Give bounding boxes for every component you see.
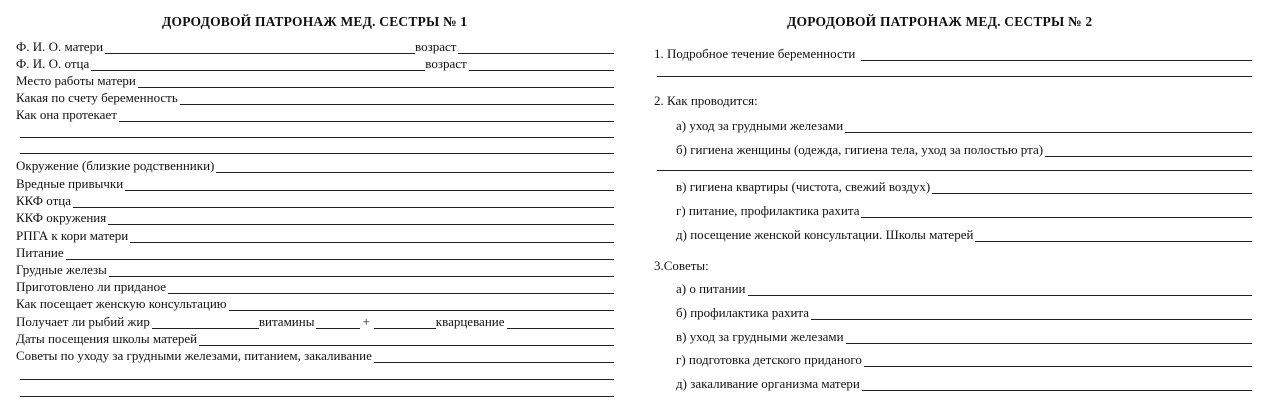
clinic-field[interactable] <box>229 299 615 311</box>
q3d-row <box>676 351 1252 367</box>
plus-field[interactable] <box>374 317 436 329</box>
bad-habits-label: Вредные привычки <box>16 176 124 191</box>
breasts-field[interactable] <box>109 265 614 277</box>
how-it-goes-label: Как она протекает <box>16 107 117 122</box>
mother-age-field[interactable] <box>458 42 614 54</box>
q3b-row <box>676 304 1252 320</box>
mother-age-label: возраст <box>415 39 457 54</box>
q2d-field[interactable] <box>861 206 1252 218</box>
father-name-row <box>16 55 614 71</box>
bad-habits-field[interactable] <box>125 179 614 191</box>
q2e-label: д) посещение женской консультации. Школы матерей <box>676 227 974 242</box>
advice-extra-line-2[interactable] <box>20 396 614 397</box>
father-age-label: возраст <box>425 56 467 71</box>
environment-label: Окружение (близкие родственники) <box>16 158 215 173</box>
father-kkf-row <box>16 192 614 208</box>
how-it-goes-row <box>16 106 614 122</box>
q1-label: 1. Подробное течение беременности <box>654 46 856 61</box>
q2a-label: а) уход за грудными железами <box>676 118 844 133</box>
school-dates-field[interactable] <box>199 334 614 346</box>
quartz-label: кварцевание <box>435 314 505 329</box>
advice-field[interactable] <box>374 351 614 363</box>
plus-label: + <box>362 314 370 329</box>
clinic-row <box>16 295 614 311</box>
q3b-field[interactable] <box>811 308 1252 320</box>
q3b-label: б) профилактика рахита <box>676 305 810 320</box>
advice-label: Советы по уходу за грудными железами, питанием, закаливание <box>16 348 372 363</box>
q3c-row <box>676 328 1252 344</box>
q2c-row <box>676 178 1252 194</box>
nutrition-field[interactable] <box>66 248 614 260</box>
q3-heading: 3.Советы: <box>654 258 709 273</box>
q2a-row <box>676 117 1252 133</box>
env-kkf-label: ККФ окружения <box>16 210 107 225</box>
q2c-label: в) гигиена квартиры (чистота, свежий воздух) <box>676 179 931 194</box>
fish-oil-label: Получает ли рыбий жир <box>16 314 150 329</box>
father-name-label: Ф. И. О. отца <box>16 56 90 71</box>
pregnancy-number-row <box>16 89 614 105</box>
q2d-row <box>676 202 1252 218</box>
q3c-label: в) уход за грудными железами <box>676 329 844 344</box>
pregnancy-number-field[interactable] <box>180 93 614 105</box>
q2-heading: 2. Как проводится: <box>654 93 758 108</box>
school-dates-label: Даты посещения школы матерей <box>16 331 198 346</box>
breasts-row <box>16 261 614 277</box>
mother-work-label: Место работы матери <box>16 73 136 88</box>
q1-row <box>654 45 1252 61</box>
fish-oil-field[interactable] <box>152 317 259 329</box>
clinic-label: Как посещает женскую консультацию <box>16 296 227 311</box>
q2b-label: б) гигиена женщины (одежда, гигиена тела, уход за полостью рта) <box>676 142 1044 157</box>
dowry-field[interactable] <box>168 282 614 294</box>
mother-name-field[interactable] <box>105 42 415 54</box>
q2c-field[interactable] <box>932 182 1252 194</box>
fish-oil-row <box>16 313 614 329</box>
quartz-field[interactable] <box>507 317 615 329</box>
q2e-field[interactable] <box>975 230 1252 242</box>
vitamins-field[interactable] <box>316 317 360 329</box>
q3a-row <box>676 280 1252 296</box>
q2e-row <box>676 226 1252 242</box>
advice-row <box>16 347 614 363</box>
father-age-field[interactable] <box>469 59 614 71</box>
form2-title: ДОРОДОВОЙ ПАТРОНАЖ МЕД. СЕСТРЫ № 2 <box>787 14 1093 29</box>
father-kkf-label: ККФ отца <box>16 193 72 208</box>
q1-extra-line[interactable] <box>657 76 1252 77</box>
form1-title: ДОРОДОВОЙ ПАТРОНАЖ МЕД. СЕСТРЫ № 1 <box>162 14 468 29</box>
nutrition-row <box>16 244 614 260</box>
q2b-field[interactable] <box>1045 145 1252 157</box>
environment-row <box>16 157 614 173</box>
q3d-label: г) подготовка детского приданого <box>676 352 862 367</box>
mother-name-row <box>16 38 614 54</box>
how-it-goes-extra-line-1[interactable] <box>20 137 614 138</box>
env-kkf-row <box>16 209 614 225</box>
breasts-label: Грудные железы <box>16 262 107 277</box>
dowry-label: Приготовлено ли приданое <box>16 279 167 294</box>
vitamins-label: витамины <box>258 314 315 329</box>
q2b-extra-line[interactable] <box>657 170 1252 171</box>
rpga-field[interactable] <box>130 231 614 243</box>
father-kkf-field[interactable] <box>73 196 614 208</box>
q2d-label: г) питание, профилактика рахита <box>676 203 860 218</box>
q3a-field[interactable] <box>748 284 1253 296</box>
how-it-goes-field[interactable] <box>119 110 614 122</box>
env-kkf-field[interactable] <box>108 213 614 225</box>
q3e-row <box>676 375 1252 391</box>
advice-extra-line-1[interactable] <box>20 379 614 380</box>
how-it-goes-extra-line-2[interactable] <box>20 153 614 154</box>
bad-habits-row <box>16 175 614 191</box>
q2b-row <box>676 141 1252 157</box>
q3c-field[interactable] <box>846 332 1252 344</box>
pregnancy-number-label: Какая по счету беременность <box>16 90 178 105</box>
q1-field[interactable] <box>861 49 1252 61</box>
q3e-field[interactable] <box>862 379 1252 391</box>
school-dates-row <box>16 330 614 346</box>
mother-work-field[interactable] <box>138 76 614 88</box>
q3d-field[interactable] <box>864 355 1252 367</box>
q2a-field[interactable] <box>845 121 1252 133</box>
father-name-field[interactable] <box>91 59 425 71</box>
q3a-label: а) о питании <box>676 281 746 296</box>
mother-name-label: Ф. И. О. матери <box>16 39 104 54</box>
dowry-row <box>16 278 614 294</box>
q3e-label: д) закаливание организма матери <box>676 376 860 391</box>
nutrition-label: Питание <box>16 245 64 260</box>
mother-work-row <box>16 72 614 88</box>
rpga-label: РПГА к кори матери <box>16 228 129 243</box>
environment-field[interactable] <box>216 161 614 173</box>
rpga-row <box>16 227 614 243</box>
